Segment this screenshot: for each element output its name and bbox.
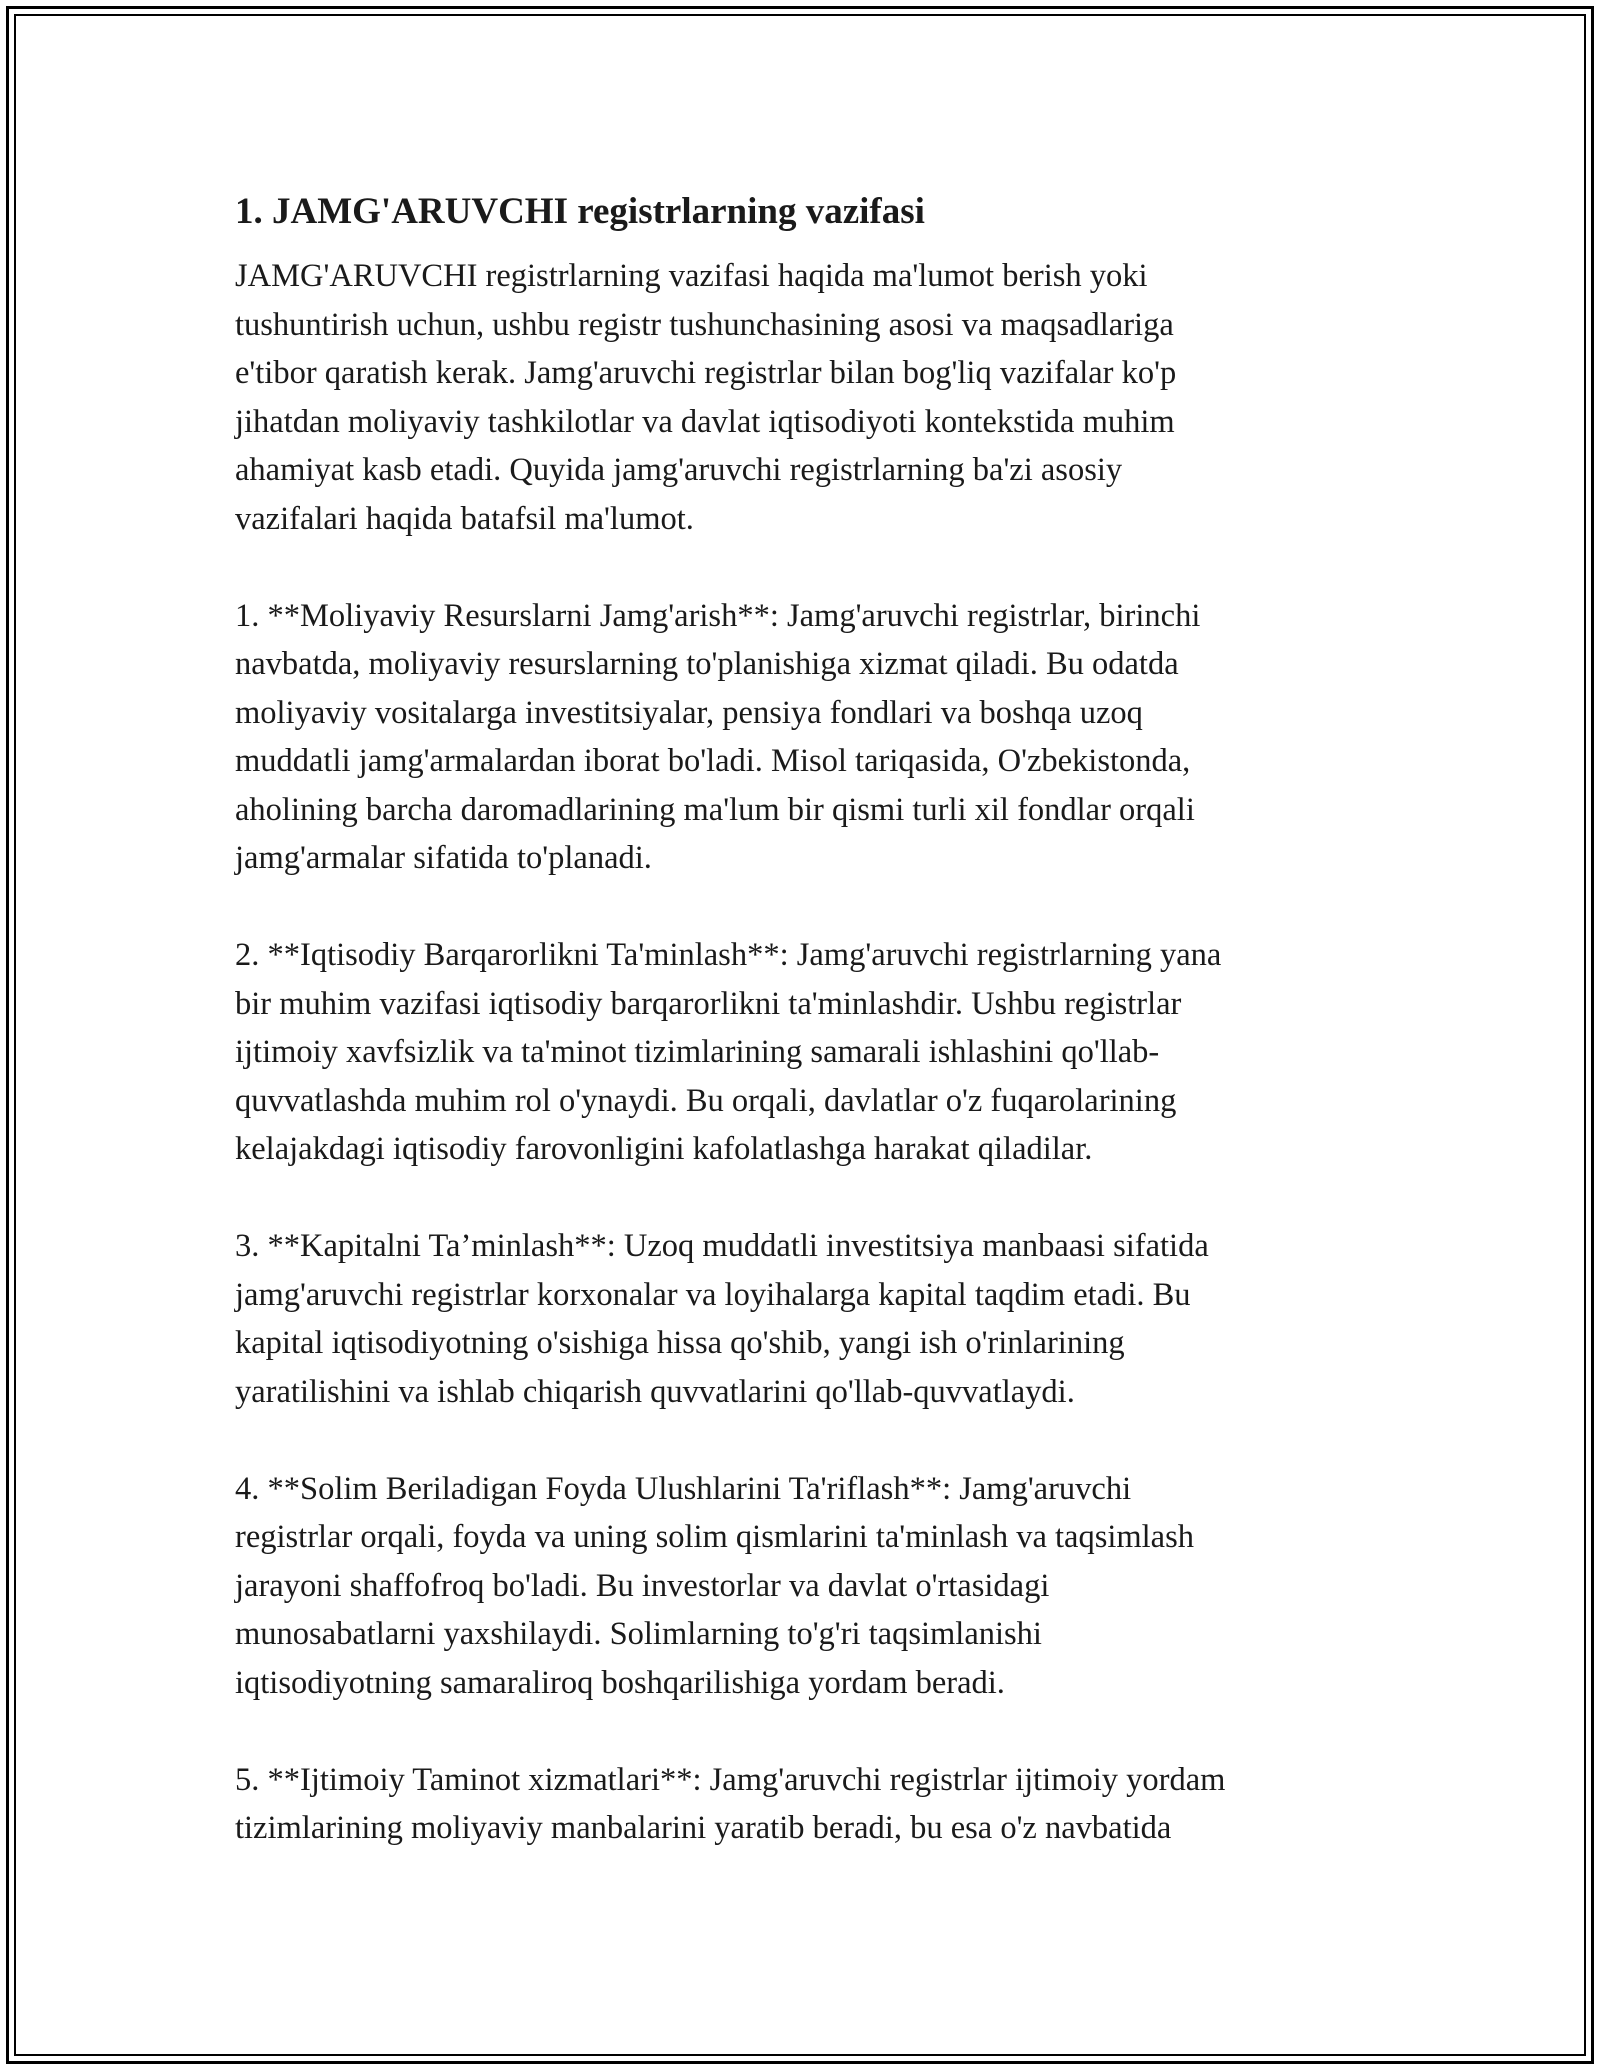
document-title: 1. JAMG'ARUVCHI registrlarning vazifasi — [235, 191, 925, 232]
list-item-1: 1. **Moliyaviy Resurslarni Jamg'arish**: Jamg'aruvchi registrlar, birinchi navbatda, moliyaviy resurslarning to'planishiga xizmat qiladi. Bu odatda moliyaviy vositalarga investitsiyalar, pensiya fondlari va boshqa uzoq muddatli jamg'armalardan iborat bo'ladi. Misol tariqasida, O'zbekistonda, aholining barcha daromadlarining ma'lum bir qismi turli xil fondlar orqali jamg'armalar sifatida to'planadi. — [235, 597, 1201, 876]
list-item-3: 3. **Kapitalni Ta’minlash**: Uzoq muddatli investitsiya manbaasi sifatida jamg'aruvchi registrlar korxonalar va loyihalarga kapital taqdim etadi. Bu kapital iqtisodiyotning o'sishiga hissa qo'shib, yangi ish o'rinlarining yaratilishini va ishlab chiqarish quvvatlarini qo'llab-quvvatlaydi. — [235, 1228, 1209, 1410]
document-body — [235, 186, 1370, 1853]
list-item-5: 5. **Ijtimoiy Taminot xizmatlari**: Jamg'aruvchi registrlar ijtimoiy yordam tizimlarining moliyaviy manbalarini yaratib beradi, bu esa o'z navbatida — [235, 1761, 1226, 1846]
intro-paragraph: JAMG'ARUVCHI registrlarning vazifasi haqida ma'lumot berish yoki tushuntirish uchun, ushbu registr tushunchasining asosi va maqsadlariga e'tibor qaratish kerak. Jamg'aruvchi registrlar bilan bog'liq vazifalar ko'p jihatdan moliyaviy tashkilotlar va davlat iqtisodiyoti kontekstida muhim ahamiyat kasb etadi. Quyida jamg'aruvchi registrlarning ba'zi asosiy vazifalari haqida batafsil ma'lumot. — [235, 258, 1177, 537]
list-item-2: 2. **Iqtisodiy Barqarorlikni Ta'minlash**: Jamg'aruvchi registrlarning yana bir muhim vazifasi iqtisodiy barqarorlikni ta'minlashdir. Ushbu registrlar ijtimoiy xavfsizlik va ta'minot tizimlarining samarali ishlashini qo'llab- quvvatlashda muhim rol o'ynaydi. Bu orqali, davlatlar o'z fuqarolarining kelajakdagi iqtisodiy farovonligini kafolatlashga harakat qiladilar. — [235, 937, 1222, 1167]
list-item-4: 4. **Solim Beriladigan Foyda Ulushlarini Ta'riflash**: Jamg'aruvchi registrlar orqali, foyda va uning solim qismlarini ta'minlash va taqsimlash jarayoni shaffofroq bo'ladi. Bu investorlar va davlat o'rtasidagi munosabatlarni yaxshilaydi. Solimlarning to'g'ri taqsimlanishi iqtisodiyotning samaraliroq boshqarilishiga yordam beradi. — [235, 1470, 1195, 1701]
